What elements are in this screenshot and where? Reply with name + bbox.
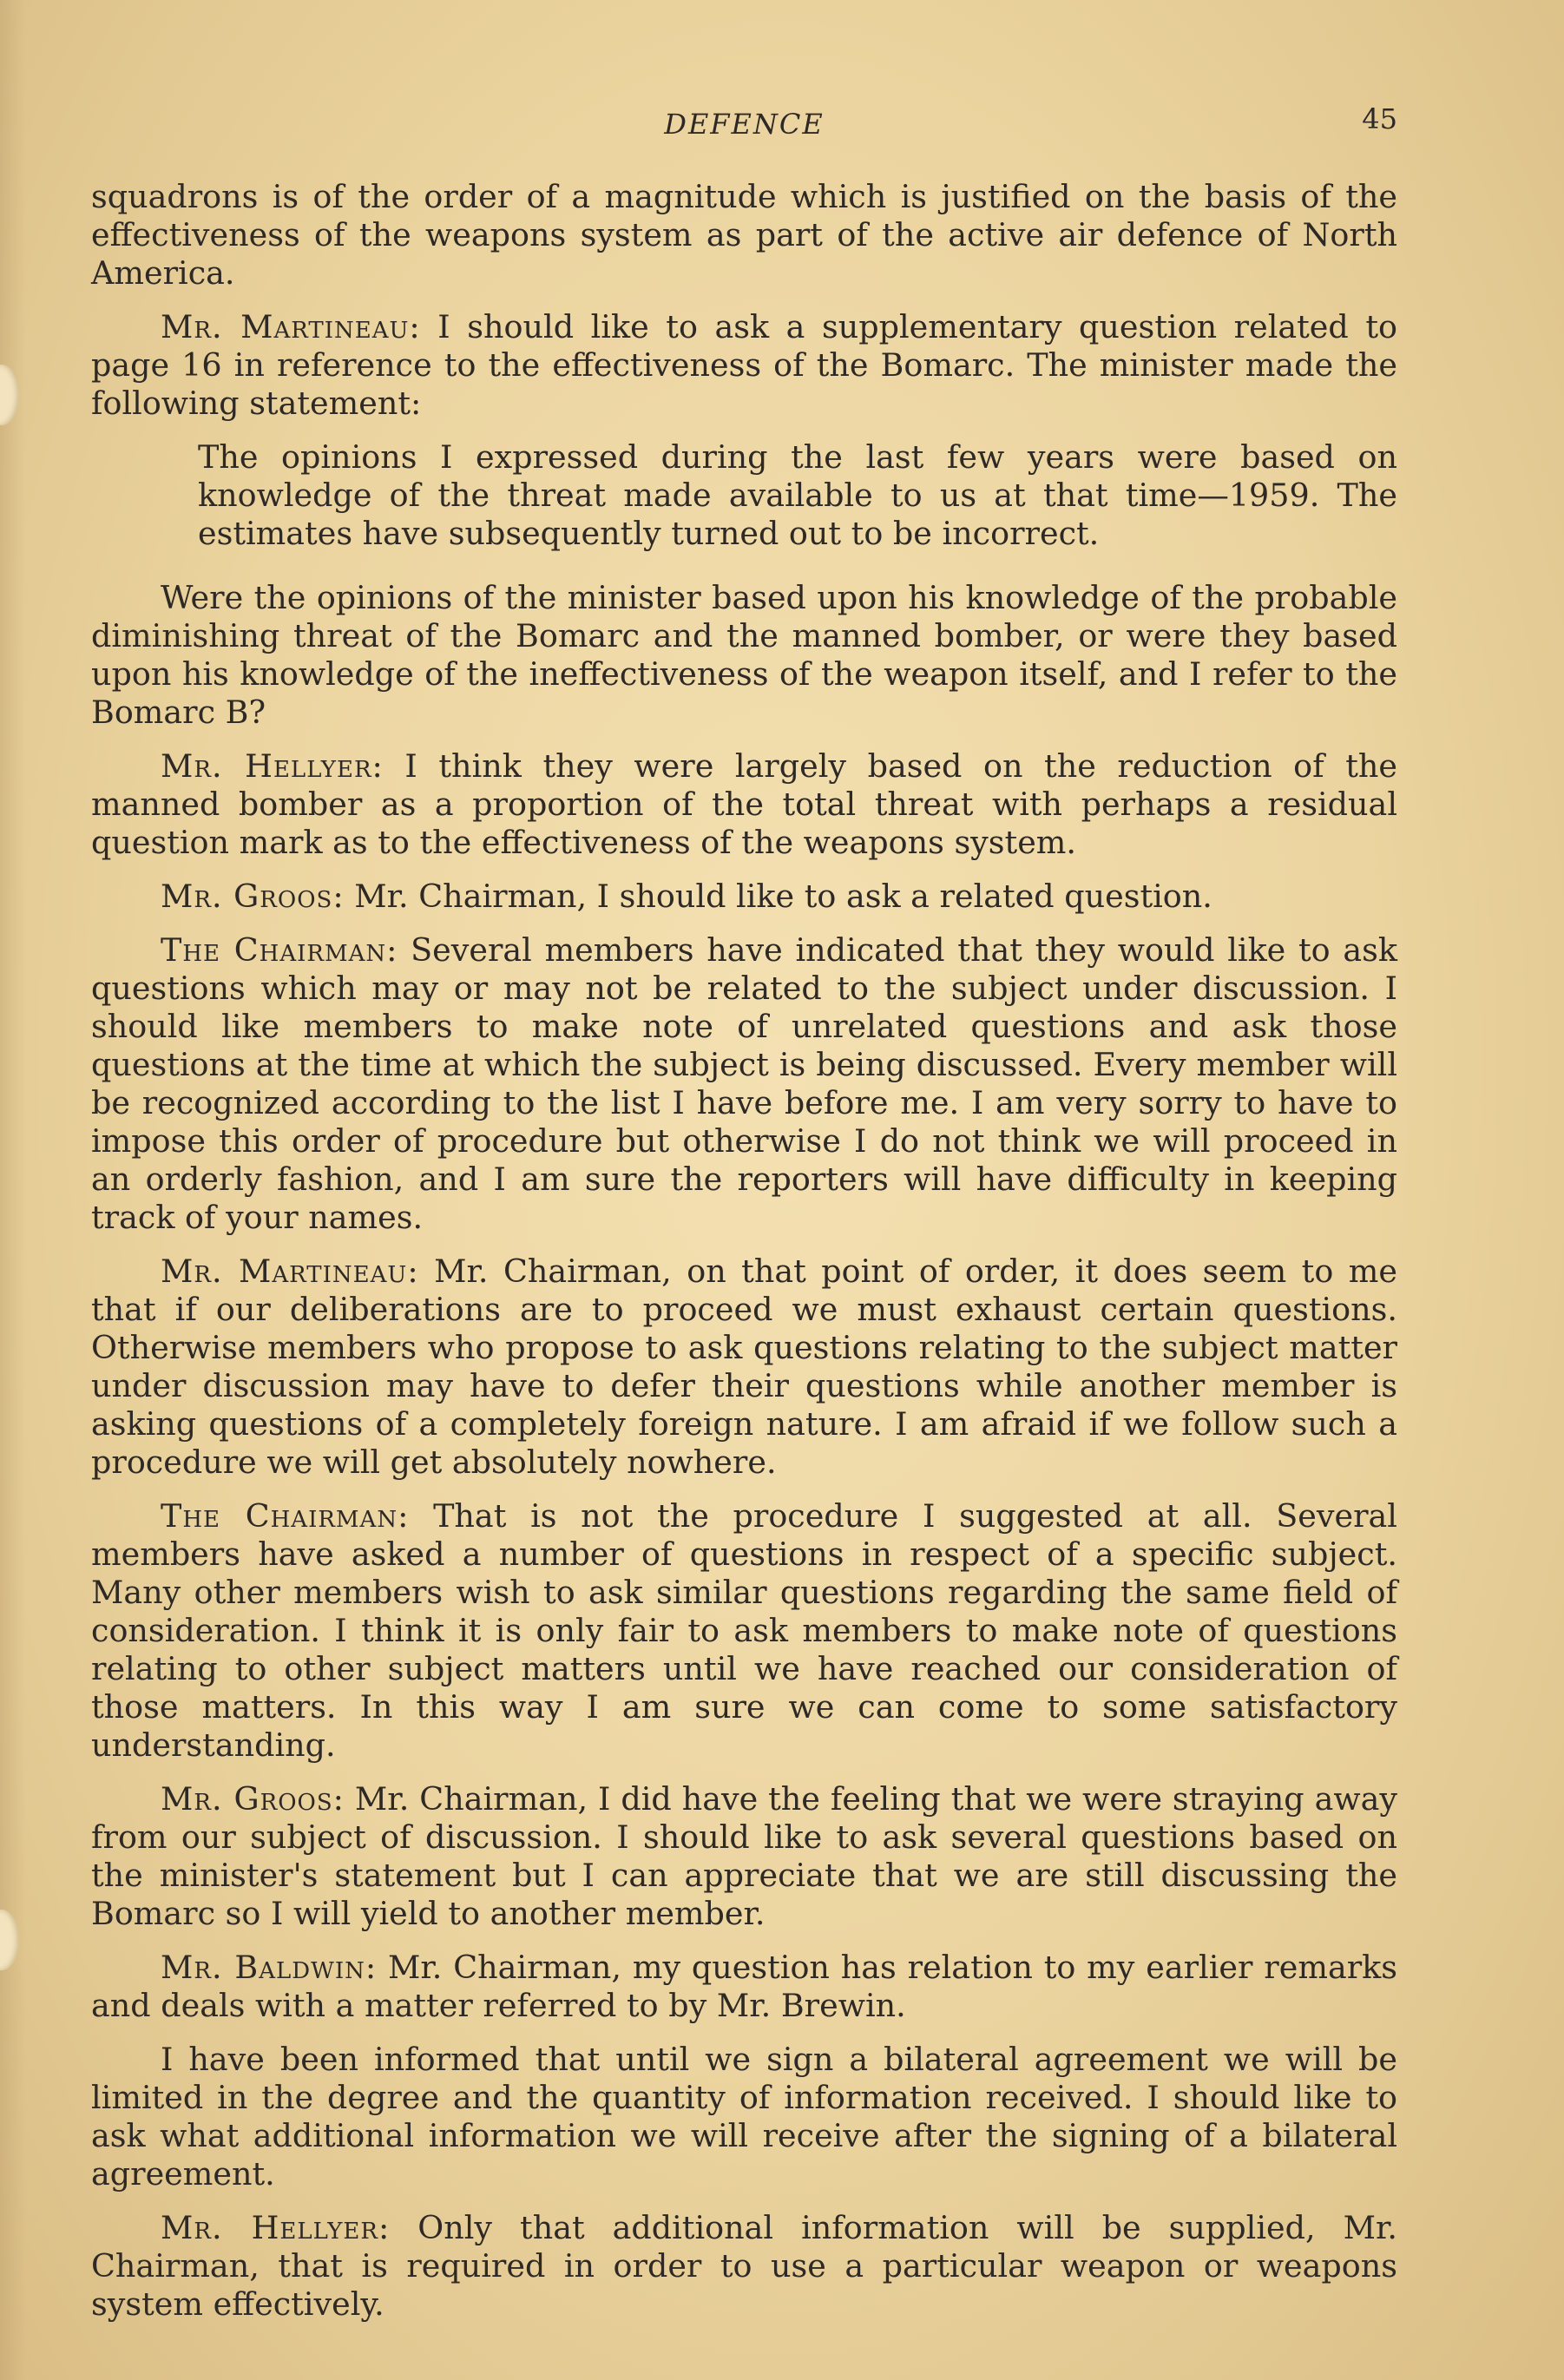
speaker-name: The Chairman:: [161, 931, 398, 969]
paragraph-text: Mr. Chairman, I should like to ask a related question.: [344, 878, 1212, 915]
speaker-name: Mr. Groos:: [161, 878, 345, 915]
running-head: DEFENCE: [664, 108, 825, 141]
paragraph: [91, 1252, 1397, 1482]
paragraph-text: Only that additional information will be supplied, Mr. Chairman, that is required in order to use a particular weapon or weapons system effectively.: [91, 2209, 1397, 2323]
paragraph-text: I have been informed that until we sign a bilateral agreement we will be limited in the degree and the quantity of information received. I should like to ask what additional information we will receive after the signing of a bilateral agreement.: [91, 2041, 1397, 2193]
paragraph-text: That is not the procedure I suggested at all. Several members have asked a number of questions in respect of a specific subject. Many other members wish to ask similar questions regarding the same field of consideration. I think it is only fair to ask members to make note of questions relating to other subject matters until we have reached our consideration of those matters. In this way I am sure we can come to some satisfactory understanding.: [91, 1497, 1397, 1764]
speaker-name: Mr. Groos:: [161, 1780, 345, 1818]
paragraph: [91, 1780, 1397, 1933]
page-header: [91, 102, 1397, 146]
page-edge-shadow: [0, 0, 26, 2380]
quote-text: The opinions I expressed during the last few years were based on knowledge of the threat made available to us at that time—1959. The estimates have subsequently turned out to be incorrect.: [198, 438, 1397, 552]
paragraph: [91, 308, 1397, 423]
paragraph: [91, 178, 1397, 293]
block-quote: [198, 438, 1397, 553]
speaker-name: Mr. Martineau:: [161, 308, 421, 345]
speaker-name: Mr. Martineau:: [161, 1252, 419, 1290]
paragraph-text: I think they were largely based on the reduction of the manned bomber as a proportion of the total threat with perhaps a residual question mark as to the effectiveness of the weapons system.: [91, 747, 1397, 861]
paragraph-text: Mr. Chairman, my question has relation to my earlier remarks and deals with a matter referred to by Mr. Brewin.: [91, 1949, 1397, 2024]
paragraph: [91, 2209, 1397, 2324]
paragraph-text: squadrons is of the order of a magnitude which is justified on the basis of the effectiveness of the weapons system as part of the active air defence of North America.: [91, 178, 1397, 292]
paragraph: [91, 1497, 1397, 1765]
page-number: 45: [1362, 102, 1397, 135]
paragraph-text: Mr. Chairman, I did have the feeling that we were straying away from our subject of discussion. I should like to ask several questions based on the minister's statement but I can appreciate that we are still discussing the Bomarc so I will yield to another member.: [91, 1780, 1397, 1932]
speaker-name: Mr. Baldwin:: [161, 1949, 378, 1986]
speaker-name: Mr. Hellyer:: [161, 747, 384, 785]
paragraph: [91, 579, 1397, 732]
speaker-name: Mr. Hellyer:: [161, 2209, 391, 2246]
page-body: [91, 178, 1397, 2339]
paragraph: [91, 1949, 1397, 2025]
paragraph: [91, 747, 1397, 862]
paragraph-text: Mr. Chairman, on that point of order, it does seem to me that if our deliberations are to proceed we must exhaust certain questions. Otherwise members who propose to ask questions relating to the subject matter under discussion may have to defer their questions while another member is asking questions of a completely foreign nature. I am afraid if we follow such a procedure we will get absolutely nowhere.: [91, 1252, 1397, 1481]
paragraph: [91, 2041, 1397, 2193]
paragraph: [91, 878, 1397, 916]
paragraph-text: I should like to ask a supplementary question related to page 16 in reference to the effectiveness of the Bomarc. The minister made the following statement:: [91, 308, 1397, 422]
paragraph-text: Were the opinions of the minister based upon his knowledge of the probable diminishing threat of the Bomarc and the manned bomber, or were they based upon his knowledge of the ineffectiveness of the weapon itself, and I refer to the Bomarc B?: [91, 579, 1397, 731]
paragraph-text: Several members have indicated that they would like to ask questions which may or may not be related to the subject under discussion. I should like members to make note of unrelated questions and ask those questions at the time at which the subject is being discussed. Every member will be recognized according to the list I have before me. I am very sorry to have to impose this order of procedure but otherwise I do not think we will proceed in an orderly fashion, and I am sure the reporters will have difficulty in keeping track of your names.: [91, 931, 1397, 1236]
paragraph: [91, 931, 1397, 1237]
speaker-name: The Chairman:: [161, 1497, 410, 1535]
